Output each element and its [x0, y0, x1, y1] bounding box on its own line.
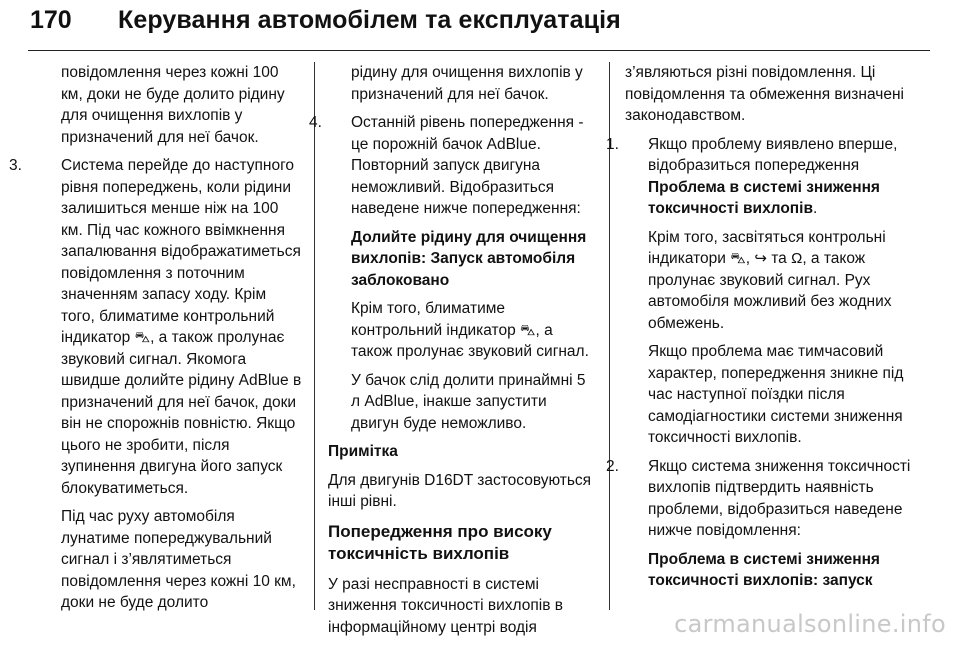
list-text: Якщо система зниження токсичності вихлопів підтвердить наявність проблеми, відобразиться наведене нижче повідомлення:	[648, 457, 911, 539]
column-2	[309, 62, 598, 645]
list-item-3	[9, 155, 304, 614]
page-title: Керування автомобілем та експлуатація	[118, 6, 621, 34]
watermark: carmanualsonline.info	[674, 610, 946, 638]
list-number: 2.	[606, 457, 619, 475]
header-rule	[28, 50, 930, 51]
warning-message: Проблема в системі зниження токсичності вихлопів	[648, 178, 880, 217]
list-text: Система перейде до наступного рівня попереджень, коли рідини залишиться менше ніж на 100 км. Під час кожного ввімкнення запалювання відображатиметься повідомлення з поточним значенням запасу ходу. Крім того, блиматиме контрольний індикатор	[61, 157, 301, 346]
engine-warning-icon: ⛍	[730, 250, 746, 267]
note-heading: Примітка	[328, 443, 398, 460]
punctuation: .	[813, 200, 818, 217]
list-text: Крім того, блиматиме контрольний індикатор	[351, 300, 516, 339]
list-text: , а також пролунає звуковий сигнал.	[351, 321, 589, 360]
list-text: Якщо проблему виявлено вперше, відобразиться попередження	[648, 135, 898, 174]
list-item-1: 1. Якщо проблему виявлено вперше, відобразиться попередження Проблема в системі зниження токсичності вихлопів. Крім того, засвітяться контрольні індикатори ⛍, ↪ та Ω, а також пролунає звуковий сигнал. Рух автомобіля можливий без жодних обмежень. Якщо проблема має тимчасовий характер, попередження зникне під час наступної поїздки після самодіагностики системи зниження токсичності вихлопів.	[625, 134, 925, 449]
list-number: 4.	[309, 114, 322, 131]
warning-message: Долийте рідину для очищення вихлопів: Запуск автомобіля заблоковано	[351, 228, 587, 289]
list-number: 3.	[9, 157, 22, 174]
list-text: , а також пролунає звуковий сигнал. Рух автомобіля можливий без жодних обмежень.	[648, 250, 892, 332]
list-item-2	[606, 456, 925, 592]
note-text: Для двигунів D16DT застосовуються інші рівні.	[328, 471, 592, 510]
paragraph: Якщо проблема має тимчасовий характер, попередження зникне під час наступної поїздки після самодіагностики системи зниження токсичності вихлопів.	[648, 343, 904, 446]
list-item-4	[309, 112, 598, 434]
paragraph: У разі несправності в системі зниження токсичності вихлопів в інформаційному центрі водія	[328, 575, 563, 636]
glow-plug-icon: Ω	[791, 250, 803, 267]
paragraph: повідомлення через кожні 100 км, доки не буде долито рідину для очищення вихлопів у призначений для неї бачок.	[61, 64, 285, 146]
warning-message: Проблема в системі зниження токсичності вихлопів: запуск	[648, 550, 880, 589]
paragraph: У бачок слід долити принаймні 5 л AdBlue, інакше запустити двигун буде неможливо.	[351, 371, 586, 432]
list-text: та	[771, 250, 787, 267]
list-text: Крім того, засвітяться контрольні індикатори	[648, 228, 886, 267]
paragraph: рідину для очищення вихлопів у призначений для неї бачок.	[351, 64, 583, 103]
list-text: Останній рівень попередження - це порожній бачок AdBlue. Повторний запуск двигуна неможливий. Відобразиться наведене нижче попередження:	[351, 114, 584, 217]
wrench-icon: ↪	[754, 250, 767, 267]
paragraph: з’являються різні повідомлення. Ці повідомлення та обмеження визначені законодавством.	[625, 64, 904, 124]
column-divider-1	[314, 62, 315, 610]
section-heading: Попередження про високу токсичність вихлопів	[328, 521, 552, 563]
engine-warning-icon: ⛍	[520, 321, 536, 339]
page-number: 170	[30, 6, 72, 34]
engine-warning-icon: ⛍	[134, 329, 151, 346]
column-1	[9, 62, 304, 621]
list-text: , а також пролунає звуковий сигнал. Якомога швидше долийте рідину AdBlue в призначений для неї бачок, доки він не спорожнів повністю. Якщо цього не зробити, після зупинення двигуна його запуск блокуватиметься.	[61, 329, 302, 497]
column-3	[606, 62, 925, 599]
paragraph: Під час руху автомобіля лунатиме попереджувальний сигнал і з’являтиметься повідомлення через кожні 10 км, доки не буде долито	[61, 508, 296, 611]
list-number: 1.	[606, 135, 619, 153]
